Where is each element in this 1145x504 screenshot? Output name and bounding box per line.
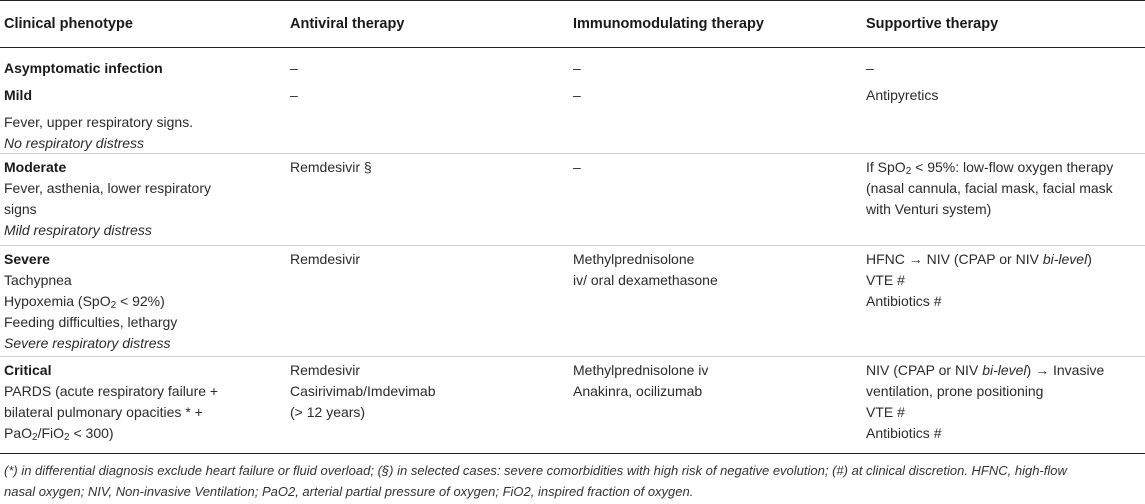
- table-row-asymptomatic: [0, 55, 1145, 81]
- phenotype-title: Mild: [4, 87, 32, 103]
- supportive-ventilation: HFNC → NIV (CPAP or NIV bi-level): [866, 251, 1092, 267]
- immuno-cell: [573, 360, 708, 402]
- phenotype-distress: No respiratory distress: [4, 135, 145, 151]
- immuno-value: Methylprednisolone iv: [573, 362, 709, 378]
- antiviral-cell: [290, 157, 372, 178]
- supportive-value: ventilation, prone positioning: [866, 383, 1044, 399]
- table-header: [0, 0, 1145, 48]
- phenotype-description: signs: [4, 201, 37, 217]
- phenotype-description: Feeding difficulties, lethargy: [4, 314, 178, 330]
- supportive-ventilation: NIV (CPAP or NIV bi-level) → Invasive: [866, 362, 1105, 378]
- phenotype-hypoxemia: Hypoxemia (SpO$_2$ < 92%): [4, 293, 165, 311]
- supportive-value: (nasal cannula, facial mask, facial mask: [866, 180, 1113, 196]
- immuno-value: Anakinra, ocilizumab: [573, 383, 703, 399]
- antiviral-cell: [290, 58, 298, 79]
- immuno-value: Methylprednisolone: [573, 251, 695, 267]
- table-footnote: [4, 460, 1134, 502]
- antiviral-cell: [290, 85, 298, 106]
- antiviral-value: Casirivimab/Imdevimab: [290, 383, 436, 399]
- phenotype-distress: Mild respiratory distress: [4, 222, 152, 238]
- header-immunomodulating-therapy: Immunomodulating therapy: [573, 16, 764, 32]
- header-clinical-phenotype: Clinical phenotype: [4, 16, 133, 32]
- phenotype-title: Asymptomatic infection: [4, 60, 163, 76]
- table-row-critical: [0, 357, 1145, 453]
- supportive-value: –: [866, 60, 874, 76]
- supportive-value: VTE #: [866, 404, 905, 420]
- immuno-value: iv/ oral dexamethasone: [573, 272, 718, 288]
- phenotype-description: Fever, upper respiratory signs.: [4, 114, 194, 130]
- phenotype-cell: [4, 157, 211, 241]
- phenotype-oxygen-ratio: PaO$_2$/FiO$_2$ < 300): [4, 425, 114, 443]
- immuno-value: –: [573, 60, 581, 76]
- phenotype-description: Tachypnea: [4, 272, 72, 288]
- table-bottom-rule: [0, 453, 1145, 454]
- antiviral-cell: [290, 360, 435, 423]
- supportive-value: Antibiotics #: [866, 293, 942, 309]
- supportive-oxygen-threshold: If SpO$_2$ < 95%: low-flow oxygen therapy: [866, 159, 1114, 177]
- immuno-cell: [573, 85, 581, 106]
- phenotype-description: PARDS (acute respiratory failure +: [4, 383, 219, 399]
- phenotype-cell: [4, 85, 193, 154]
- antiviral-value: (> 12 years): [290, 404, 366, 420]
- phenotype-cell: [4, 249, 177, 354]
- antiviral-value: –: [290, 87, 298, 103]
- antiviral-cell: [290, 249, 360, 270]
- antiviral-value: Remdesivir §: [290, 159, 372, 175]
- supportive-cell: [866, 85, 938, 106]
- phenotype-description: bilateral pulmonary opacities * +: [4, 404, 203, 420]
- immuno-value: –: [573, 159, 581, 175]
- phenotype-distress: Severe respiratory distress: [4, 335, 171, 351]
- phenotype-title: Severe: [4, 251, 50, 267]
- supportive-value: Antibiotics #: [866, 425, 942, 441]
- supportive-value: with Venturi system): [866, 201, 992, 217]
- antiviral-value: Remdesivir: [290, 251, 361, 267]
- table-row-severe: [0, 246, 1145, 357]
- supportive-value: Antipyretics: [866, 87, 939, 103]
- immuno-cell: [573, 249, 718, 291]
- antiviral-value: –: [290, 60, 298, 76]
- supportive-value: VTE #: [866, 272, 905, 288]
- phenotype-description: Fever, asthenia, lower respiratory: [4, 180, 211, 196]
- supportive-cell: [866, 249, 1092, 312]
- footnote-line: (*) in differential diagnosis exclude heart failure or fluid overload; (§) in selected cases: severe comorbidities with high risk of negative evolution; (#) at clinical discretion. HFNC, high-flow: [4, 463, 1067, 478]
- header-antiviral-therapy: Antiviral therapy: [290, 16, 405, 32]
- phenotype-title: Moderate: [4, 159, 67, 175]
- supportive-cell: [866, 360, 1104, 444]
- supportive-cell: [866, 157, 1113, 220]
- immuno-cell: [573, 157, 581, 178]
- footnote-line: nasal oxygen; NIV, Non-invasive Ventilation; PaO2, arterial partial pressure of oxygen; FiO2, inspired fraction of oxygen.: [4, 484, 694, 499]
- supportive-cell: [866, 58, 874, 79]
- phenotype-cell: [4, 360, 218, 444]
- header-supportive-therapy: Supportive therapy: [866, 16, 999, 32]
- table-row-mild: [0, 82, 1145, 154]
- table-row-moderate: [0, 154, 1145, 246]
- phenotype-cell: [4, 58, 163, 79]
- antiviral-value: Remdesivir: [290, 362, 361, 378]
- immuno-cell: [573, 58, 581, 79]
- immuno-value: –: [573, 87, 581, 103]
- phenotype-title: Critical: [4, 362, 52, 378]
